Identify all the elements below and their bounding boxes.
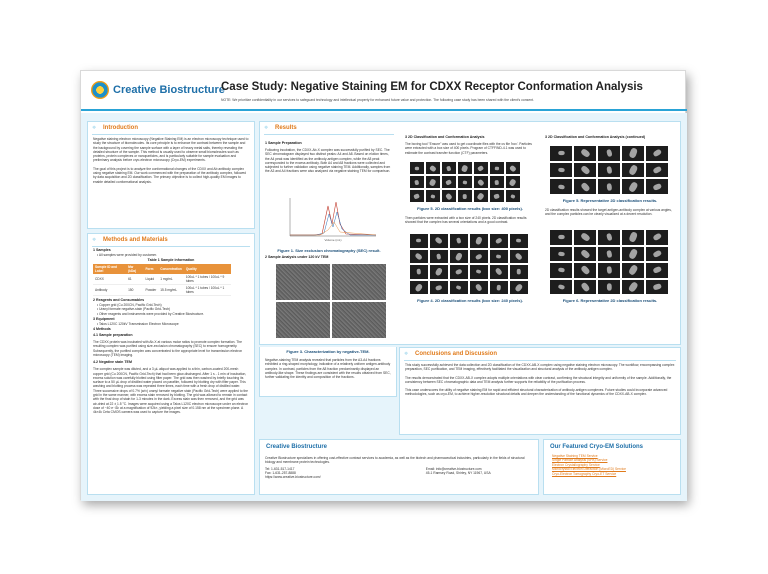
class-average-thumbnail: [426, 162, 440, 174]
class-average-thumbnail: [646, 280, 668, 295]
class-average-thumbnail: [510, 250, 528, 264]
logo-text: Creative Biostructure: [113, 84, 225, 96]
class-average-thumbnail: [458, 162, 472, 174]
tem-image: [276, 264, 330, 300]
class-average-thumbnail: [506, 190, 520, 202]
class-average-thumbnail: [510, 265, 528, 279]
conclusions-heading: Conclusions and Discussion: [415, 351, 498, 357]
class-average-thumbnail: [430, 281, 448, 295]
results-paragraph: Then particles were extracted with a box size of 240 pixels. 2D classification results showed that the complex has several orientations and a good contrast.: [405, 216, 527, 225]
class-average-thumbnail: [598, 179, 620, 194]
bullet-item: • Uranyl formate negative-stain (Pacific Grid-Tech): [97, 307, 171, 312]
class-grid-400: [410, 162, 520, 202]
class-average-thumbnail: [550, 146, 572, 161]
bullet-item: • All samples were provided by customer.: [97, 253, 157, 257]
class-average-thumbnail: [410, 234, 428, 248]
class-average-thumbnail: [550, 280, 572, 295]
figure-caption: Figure 1. Size exclusion chromatography (SEC) result.: [277, 248, 381, 253]
class-average-thumbnail: [430, 265, 448, 279]
class-average-thumbnail: [622, 247, 644, 262]
conclusion-paragraph: This study successfully achieved the data collection and 2D classification of the CDXX-AB-X complex using negative staining electron microscopy. The workflow, encompassing complex preparation, SEC purification, and TEM imaging, effectively facilitated the visualization and structural analysis of the antibody-antigen complex.: [405, 363, 675, 372]
class-average-thumbnail: [622, 179, 644, 194]
class-average-thumbnail: [574, 230, 596, 245]
results-paragraph: 2D classification results showed the target antigen-antibody complex at various angles, and the complex particles can be clearly visualized at a decent resolution.: [545, 208, 672, 217]
class-average-thumbnail: [410, 250, 428, 264]
class-average-thumbnail: [646, 247, 668, 262]
subheading: 4.1 Sample preparation: [93, 333, 133, 338]
subheading: 4.2 Negative stain TEM: [93, 360, 132, 365]
class-average-thumbnail: [490, 265, 508, 279]
class-average-thumbnail: [490, 250, 508, 264]
class-average-thumbnail: [430, 234, 448, 248]
table-row: Antibody 150 Powder 15.5 mg/mL 100uL * 1 tubes / 100uL * 1 tubes: [93, 285, 231, 296]
figure-caption: Figure 6. Representative 2D classification results.: [562, 298, 658, 303]
subheading: 3 2D Classification and Conformation Analysis (continued): [545, 135, 646, 139]
class-average-thumbnail: [470, 250, 488, 264]
methods-heading: Methods and Materials: [103, 237, 168, 243]
subheading: 1 Sample Preparation: [265, 141, 302, 145]
tem-image: [332, 302, 386, 338]
subheading: 3 Equipment: [93, 316, 115, 321]
section-icon: ⁘: [404, 351, 409, 357]
class-average-thumbnail: [426, 176, 440, 188]
table-header: Form: [143, 264, 158, 274]
methods-paragraph: The complex sample was diluted, and a 3 µL aliquot was applied to a thin, carbon-coated 200-mesh copper grid (Cu 200CN, Pacific Grid-Tech) that had been glow-discharged. After 1 s - 1 min of incubation, excess solution was carefully blotted using filter paper. The grid was then washed by briefly touching its surface to a 50 µL drop of distilled water placed on parafilm, followed by blotting dry with filter paper. This washing and blotting process was repeated three times, each time with a fresh drop of distilled water. Three successive drops of 0.7% (w/v) uranyl formate negative stain (Pacific Grid-Tech) were applied to the grid in the same manner, with excess stain removed by blotting. The grid was allowed to remain in contact with the final drop of stain for 1-3 minutes in the dark. Excess stain was then removed, and the grid was air-dried at 22 ± 1.5 °C. Images were acquired using a Talos L120C electron microscope under an electron dose of ~40 e⁻/Å² at a magnification of 92k×, yielding a pixel size of 0.158 nm at the specimen plane. A 4k×4k Ceta CMOS camera was used to capture the images.: [93, 367, 249, 415]
class-average-thumbnail: [430, 250, 448, 264]
class-average-thumbnail: [450, 265, 468, 279]
class-average-thumbnail: [574, 280, 596, 295]
class-average-thumbnail: [470, 281, 488, 295]
bullet-item: • Copper grid (Cu 200CN, Pacific Grid-Tech): [97, 303, 162, 308]
class-average-thumbnail: [598, 280, 620, 295]
sample-table: [93, 264, 231, 296]
company-heading: Creative Biostructure: [266, 444, 328, 450]
company-tel: Tel: 1-631-517-1417: [265, 466, 295, 471]
section-icon: ⁘: [92, 237, 97, 243]
class-average-thumbnail: [474, 162, 488, 174]
subheading: 2 Sample Analysis under 120 kV TEM: [265, 255, 329, 259]
subheading: 4 Methods: [93, 327, 111, 332]
service-link[interactable]: Cryo-Electron Tomography Cryo-ET Service: [552, 471, 617, 476]
methods-paragraph: The CDXX protein was incubated with Ab-X at various molar ratios to promote complex formation. The resulting complex was purified using size-exclusion chromatography (SEC) to ensure homogeneity. Subsequently, the purified complex was concentrated to the appropriate level for transmission electron microscopy (TEM) imaging.: [93, 340, 243, 357]
class-average-thumbnail: [622, 146, 644, 161]
class-average-thumbnail: [474, 190, 488, 202]
class-average-thumbnail: [490, 281, 508, 295]
poster: [80, 70, 686, 500]
services-panel: [543, 439, 681, 495]
table-header: Concentration: [158, 264, 184, 274]
class-average-thumbnail: [506, 176, 520, 188]
class-average-thumbnail: [442, 190, 456, 202]
subheading: 3 2D Classification and Conformation Analysis: [405, 135, 485, 139]
class-average-thumbnail: [574, 163, 596, 178]
company-description: Creative Biostructure specializes in offering cost-effective contract services to academia, as well as the biotech and pharmaceutical industries, particularly in the fields of structural biology and membrane protein technologies.: [265, 456, 525, 465]
class-average-thumbnail: [574, 247, 596, 262]
bullet-item: • Other reagents and instruments were provided by Creative Biostructure.: [97, 311, 205, 316]
sec-chart: [284, 194, 380, 242]
logo-icon: [91, 81, 109, 99]
figure-caption: Figure 5. 2D classification results (box size: 400 pixels).: [417, 206, 523, 211]
table-title: Table 1 Sample information: [147, 258, 195, 263]
class-average-thumbnail: [550, 179, 572, 194]
class-average-thumbnail: [550, 247, 572, 262]
class-average-thumbnail: [410, 281, 428, 295]
class-average-thumbnail: [574, 263, 596, 278]
class-average-thumbnail: [598, 263, 620, 278]
tem-characterization-panel: [259, 347, 397, 397]
class-average-thumbnail: [490, 190, 504, 202]
results-paragraph: The boxing tool "Ensure" was used to get coordinate files with the cs file 'box'. Particles were extracted with a box size of 400 pixels. Program of CTFFIND-4.1 was used to estimate the contrast transfer function (CTF) parameters.: [405, 142, 532, 155]
class-average-thumbnail: [510, 281, 528, 295]
class-average-thumbnail: [490, 176, 504, 188]
subheading: 1 Samples: [93, 248, 111, 252]
bullet-item: • Talos L120C 120kV Transmission Electron Microscope: [97, 321, 179, 326]
class-average-thumbnail: [442, 176, 456, 188]
page-title: Case Study: Negative Staining EM for CDXX Receptor Conformation Analysis: [221, 81, 643, 93]
results-paragraph: Negative-staining TEM analysis revealed that particles from the A3-A4 fractions exhibited a ring-shaped morphology, indicative of a relatively uniform antigen-antibody complex. In contrast, particles from the A8 fraction predominantly displayed an antibody-like shape. These findings are consistent with the results obtained from SEC, further validating the identity and composition of the fractions.: [265, 358, 391, 380]
class-average-thumbnail: [550, 163, 572, 178]
service-link[interactable]: Single Particle Analysis (SPA) Service: [552, 458, 608, 463]
class-average-thumbnail: [470, 234, 488, 248]
class-average-thumbnail: [598, 247, 620, 262]
class-average-thumbnail: [622, 280, 644, 295]
class-average-thumbnail: [646, 230, 668, 245]
class-average-thumbnail: [598, 230, 620, 245]
company-fax: Fax: 1-631-257-8888: [265, 470, 296, 475]
company-website[interactable]: https://www.creative-biostructure.com/: [265, 475, 321, 480]
service-link[interactable]: Microcrystal Electron Diffraction (MicroED) Service: [552, 467, 626, 472]
class-average-thumbnail: [458, 176, 472, 188]
class-average-thumbnail: [490, 234, 508, 248]
table-header: Mw (kDa): [126, 264, 143, 274]
class-grid-representative-2: [550, 230, 668, 294]
class-average-thumbnail: [450, 281, 468, 295]
class-average-thumbnail: [622, 163, 644, 178]
class-average-thumbnail: [550, 263, 572, 278]
company-email[interactable]: Email: info@creative-biostructure.com: [425, 466, 482, 471]
class-average-thumbnail: [598, 163, 620, 178]
class-average-thumbnail: [410, 176, 424, 188]
introduction-paragraph: Negative staining electron microscopy (Negative Staining EM) is an electron microscopy technique used to study the structure of biomolecules. Its core principle is to enhance the contrast between the sample and the background by covering the sample surface with a layer of heavy metal salts, thereby revealing the detailed structure of the sample. This method is usually used to observe small biomolecules such as proteins, protein complexes or nanoparticles, and is particularly suitable for sample evaluation and preliminary analysis before cryo-electron microscopy (Cryo-EM) experiments.: [93, 137, 249, 163]
class-average-thumbnail: [410, 162, 424, 174]
introduction-paragraph: The goal of this project is to analyze the conformational changes of the CDXX and Ab antibody complex using negative staining EM. Our work commenced with the preparation of the antibody complex, followed by data acquisition and 2D classification. The primary objective is to collect high-quality EM images to enable detailed conformational analysis.: [93, 166, 247, 184]
confidentiality-note: NOTE: We prioritize confidentiality in our services to safeguard technology and intellectual property for enhanced future value and protection. The following case study has been shared with the client's consent.: [221, 98, 535, 102]
class-average-thumbnail: [426, 190, 440, 202]
class-grid-representative: [550, 146, 668, 194]
table-header: Quality: [184, 264, 231, 274]
class-average-thumbnail: [598, 146, 620, 161]
class-average-thumbnail: [646, 179, 668, 194]
results-panel: [259, 121, 681, 345]
header: [81, 71, 687, 111]
figure-caption: Figure 3. Characterization by negative-TEM.: [286, 349, 370, 354]
class-average-thumbnail: [450, 234, 468, 248]
conclusion-paragraph: This case underscores the utility of negative staining EM for rapid and efficient structural characterization of antibody-antigen complexes. Future studies could incorporate advanced methodologies, such as cryo-EM, to achieve higher-resolution structural details and deepen the understanding of the functional dynamics of the CDXX-AB-X complex.: [405, 388, 668, 397]
company-address: 45-1 Ramsey Road, Shirley, NY 11967, USA: [425, 470, 491, 475]
class-average-thumbnail: [646, 146, 668, 161]
class-average-thumbnail: [550, 230, 572, 245]
introduction-panel: [87, 121, 255, 229]
tem-image: [276, 302, 330, 338]
class-average-thumbnail: [646, 263, 668, 278]
section-icon: ⁘: [264, 125, 269, 131]
class-average-thumbnail: [442, 162, 456, 174]
company-panel: [259, 439, 539, 495]
class-average-thumbnail: [574, 146, 596, 161]
subheading: 2 Reagents and Consumables: [93, 298, 145, 303]
conclusion-paragraph: The results demonstrated that the CDXX-AB-X complex adopts multiple orientations with clear contrast, confirming the structural integrity and uniformity of the sample. Additionally, the consistency between SEC chromatographic data and TEM analysis further supports the reliability of the purification process.: [405, 375, 672, 384]
class-average-thumbnail: [510, 234, 528, 248]
service-link[interactable]: Electron Crystallography Service: [552, 462, 600, 467]
class-average-thumbnail: [474, 176, 488, 188]
conclusions-panel: [399, 347, 681, 435]
section-icon: ⁘: [92, 125, 97, 131]
introduction-heading: Introduction: [103, 125, 138, 131]
class-average-thumbnail: [506, 162, 520, 174]
logo[interactable]: [91, 81, 225, 99]
tem-image: [332, 264, 386, 300]
results-paragraph: Following incubation, the CDXX-Ab-X complex was successfully purified by SEC. The SEC chromatogram displayed two distinct peaks: A4 and A8. Based on elution times, the A4 peak was identified as the antibody-antigen complex, while the A8 peak corresponded to the excess antibody. Both A4 and A8 fractions were collected and subjected to further validation using negative staining TEM. Additionally, samples from the A3 and A4 fractions were also analyzed via negative staining TEM for comparison.: [265, 148, 391, 174]
class-average-thumbnail: [410, 265, 428, 279]
class-grid-240: [410, 234, 528, 294]
service-link[interactable]: Negative Staining TEM Service: [552, 454, 598, 458]
class-average-thumbnail: [622, 230, 644, 245]
figure-caption: Figure 4. 2D classification results (box size: 240 pixels).: [417, 298, 523, 303]
class-average-thumbnail: [410, 190, 424, 202]
table-header: Sample ID and Label: [93, 264, 126, 274]
class-average-thumbnail: [622, 263, 644, 278]
table-row: CDXX 61 Liquid 1 mg/mL 100uL * 1 tubes / 100uL * 9 tubes: [93, 274, 231, 285]
class-average-thumbnail: [470, 265, 488, 279]
class-average-thumbnail: [574, 179, 596, 194]
x-axis-label: Volume (mL): [324, 238, 342, 242]
class-average-thumbnail: [450, 250, 468, 264]
class-average-thumbnail: [458, 190, 472, 202]
figure-caption: Figure 5. Representative 2D classification results.: [562, 198, 658, 203]
class-average-thumbnail: [646, 163, 668, 178]
services-heading: Our Featured Cryo-EM Solutions: [550, 444, 644, 450]
class-average-thumbnail: [490, 162, 504, 174]
results-heading: Results: [275, 125, 297, 131]
poster-body: [81, 113, 687, 501]
methods-panel: [87, 233, 255, 495]
